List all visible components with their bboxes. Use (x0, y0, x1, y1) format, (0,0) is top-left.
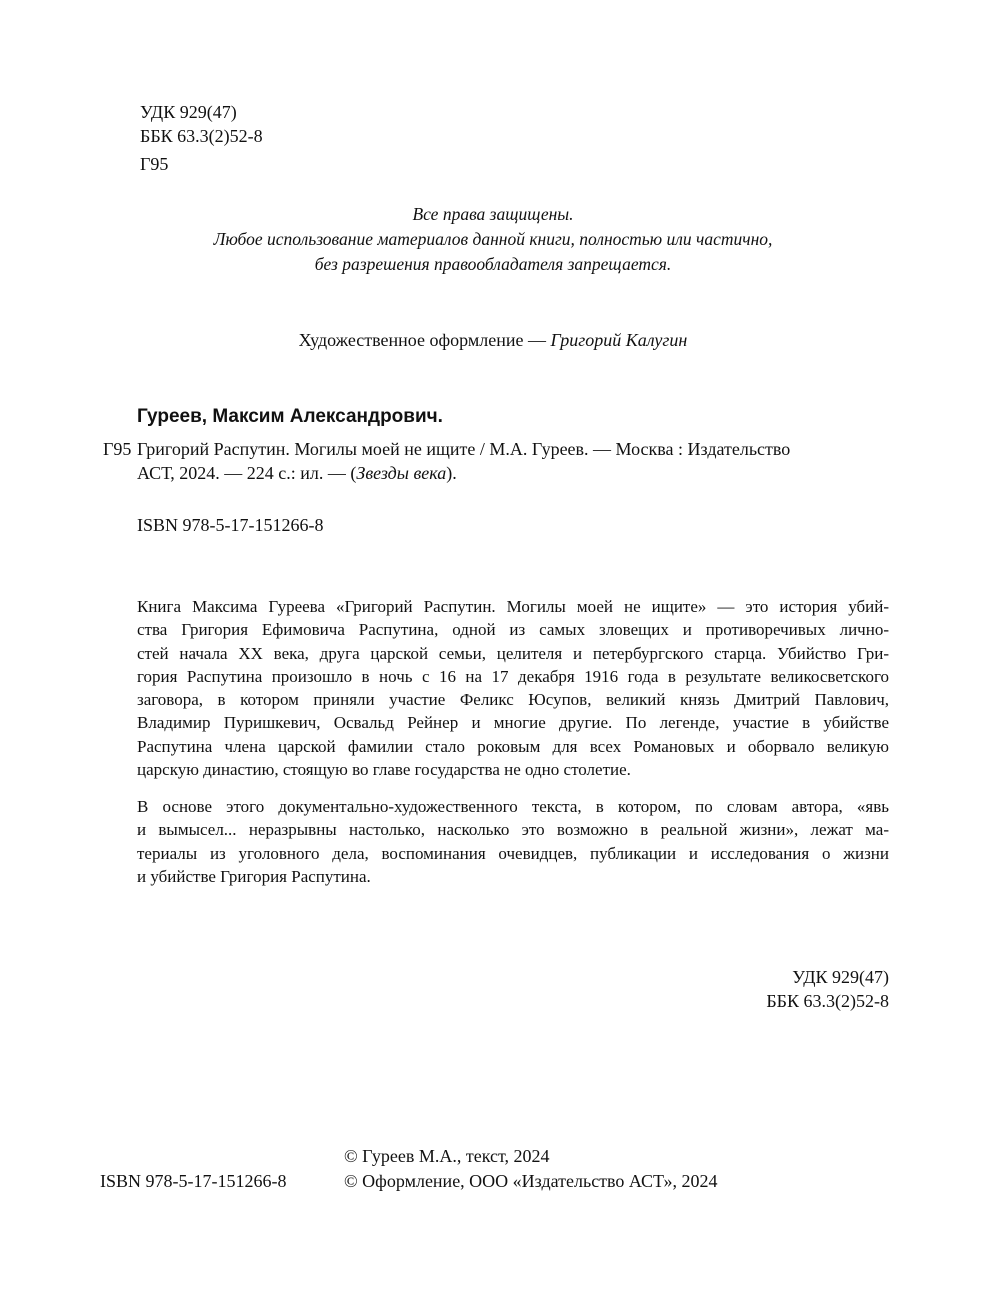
abstract-line: и вымысел... неразрывны настолько, насколько это возможно в реальной жизни», лежат ма- (137, 820, 889, 840)
catalog-isbn: ISBN 978-5-17-151266-8 (137, 515, 324, 535)
abstract-line: и убийстве Григория Распутина. (137, 866, 371, 886)
author-sign: Г95 (140, 154, 169, 174)
abstract-line: стей начала XX века, друга царской семьи, целителя и петербургского старца. Убийство Гри- (137, 643, 889, 663)
designer-name: Григорий Калугин (550, 330, 688, 350)
copyright-design: © Оформление, ООО «Издательство АСТ», 2024 (344, 1171, 718, 1191)
rights-line: Все права защищены. (412, 204, 574, 224)
design-credit-label: Художественное оформление — (298, 330, 551, 350)
abstract-line: заговора, в котором приняли участие Феликс Юсупов, великий князь Дмитрий Павлович, (137, 690, 889, 710)
series-name: Звезды века (356, 463, 447, 483)
abstract-line: ства Григория Ефимовича Распутина, одной из самых зловещих и противоречивых лично- (137, 620, 889, 640)
udk-code-bottom: УДК 929(47) (792, 967, 889, 987)
catalog-line-text: ). (446, 463, 457, 483)
catalog-line-text: АСТ, 2024. — 224 с.: ил. — ( (137, 463, 357, 483)
copyright-text: © Гуреев М.А., текст, 2024 (344, 1146, 550, 1166)
abstract-line: териалы из уголовного дела, воспоминания очевидцев, публикации и исследования о жизни (137, 843, 889, 863)
udk-code: УДК 929(47) (140, 102, 237, 122)
rights-notice (150, 202, 836, 277)
abstract-line: Владимир Пуришкевич, Освальд Рейнер и многие другие. По легенде, участие в убийстве (137, 713, 889, 733)
rights-line: без разрешения правообладателя запрещается. (314, 254, 672, 274)
bbk-code-bottom: ББК 63.3(2)52-8 (766, 991, 889, 1011)
catalog-author-sign: Г95 (103, 439, 132, 459)
catalog-description-line (137, 462, 457, 484)
rights-line: Любое использование материалов данной книги, полностью или частично, (213, 229, 773, 249)
abstract-line: гория Распутина произошло в ночь с 16 на 17 декабря 1916 года в результате великосветского (137, 666, 889, 686)
abstract-line: Распутина члена царской фамилии стало роковым для всех Романовых и оборвало великую (137, 736, 889, 756)
catalog-description-line: Григорий Распутин. Могилы моей не ищите / М.А. Гуреев. — Москва : Издательство (137, 439, 791, 459)
abstract-paragraph (137, 795, 889, 888)
catalog-author: Гуреев, Максим Александрович. (137, 406, 443, 427)
design-credit (150, 328, 836, 352)
abstract-paragraph (137, 595, 889, 781)
abstract-line: царскую династию, стоящую во главе государства не одно столетие. (137, 760, 631, 780)
isbn-footer: ISBN 978-5-17-151266-8 (100, 1171, 287, 1191)
abstract-line: В основе этого документально-художественного текста, в котором, по словам автора, «явь (137, 797, 889, 816)
abstract-line: Книга Максима Гуреева «Григорий Распутин. Могилы моей не ищите» — это история убий- (137, 597, 889, 616)
bbk-code: ББК 63.3(2)52-8 (140, 126, 263, 146)
